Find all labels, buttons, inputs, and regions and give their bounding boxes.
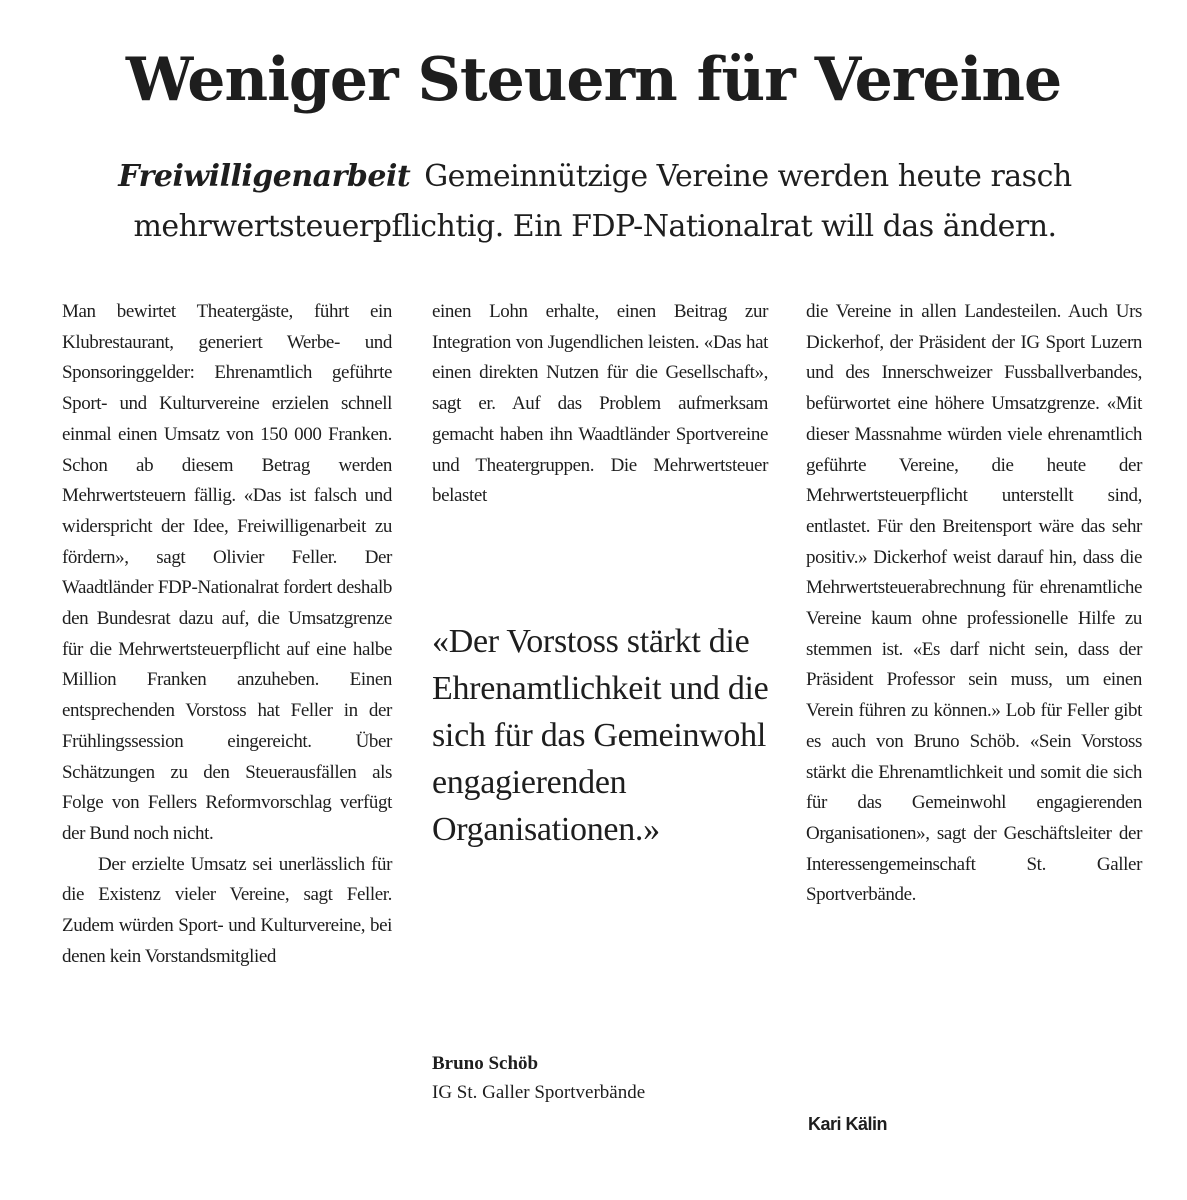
body-paragraph: die Vereine in allen Landesteilen. Auch Urs Dickerhof, der Präsident der IG Sport Luzern und des Innerschweizer Fussballverbandes, befürwortet eine höhere Umsatzgrenze. «Mit dieser Massnahme würden viele ehrenamtlich geführte Vereine, die heute der Mehrwertsteuerpflicht unterstellt sind, entlastet. Für den Breitensport wäre das sehr positiv.» Dickerhof weist darauf hin, dass die Mehrwertsteuerabrechnung für ehrenamtliche Vereine kaum ohne professionelle Hilfe zu stemmen ist. «Es darf nicht sein, dass der Präsident Professor sein muss, um einen Verein führen zu können.» Lob für Feller gibt es auch von Bruno Schöb. «Sein Vorstoss stärkt die Ehrenamtlichkeit und somit die sich für das Gemeinwohl engagierenden Organisationen», sagt der Geschäftsleiter der Interessengemeinschaft St. Galler Sportverbände. [806, 301, 1142, 906]
quote-source-org: IG St. Galler Sportverbände [432, 1082, 646, 1103]
column-3 [806, 297, 1142, 911]
article-headline: Weniger Steuern für Vereine [125, 45, 1062, 115]
article-deck [80, 152, 1110, 252]
body-paragraph: einen Lohn erhalte, einen Beitrag zur Integration von Jugendlichen leisten. «Das hat einen direkten Nutzen für die Gesellschaft», sagt er. Auf das Problem aufmerksam gemacht haben ihn Waadtländer Sportvereine und Theatergruppen. Die Mehrwertsteuer belastet [432, 301, 768, 507]
author-byline: Kari Kälin [808, 1114, 888, 1134]
deck-text: Gemeinnützige Vereine werden heute rasch mehrwertsteuerpflichtig. Ein FDP-Nationalrat will das ändern. [133, 159, 1072, 244]
quote-source-name: Bruno Schöb [432, 1053, 539, 1074]
column-2 [432, 297, 768, 512]
column-1 [62, 297, 392, 972]
deck-kicker: Freiwilligenarbeit [118, 159, 411, 194]
pull-quote: «Der Vorstoss stärkt die Ehrenamtlichkeit und die sich für das Gemeinwohl engagierenden Organisationen.» [432, 623, 769, 848]
body-paragraph: Man bewirtet Theatergäste, führt ein Klubrestaurant, generiert Werbe- und Sponsoringgelder: Ehrenamtlich geführte Sport- und Kulturvereine erzielen schnell einmal einen Umsatz von 150 000 Franken. Schon ab diesem Betrag werden Mehrwertsteuern fällig. «Das ist falsch und widerspricht der Idee, Freiwilligenarbeit zu fördern», sagt Olivier Feller. Der Waadtländer FDP-Nationalrat fordert deshalb den Bundesrat dazu auf, die Umsatzgrenze für die Mehrwertsteuerpflicht auf eine halbe Million Franken anzuheben. Einen entsprechenden Vorstoss hat Feller in der Frühlingssession eingereicht. Über Schätzungen zu den Steuerausfällen als Folge von Fellers Reformvorschlag verfügt der Bund noch nicht. [62, 301, 392, 844]
body-paragraph: Der erzielte Umsatz sei unerlässlich für die Existenz vieler Vereine, sagt Feller. Zudem würden Sport- und Kulturvereine, bei denen kein Vorstandsmitglied [62, 853, 392, 967]
